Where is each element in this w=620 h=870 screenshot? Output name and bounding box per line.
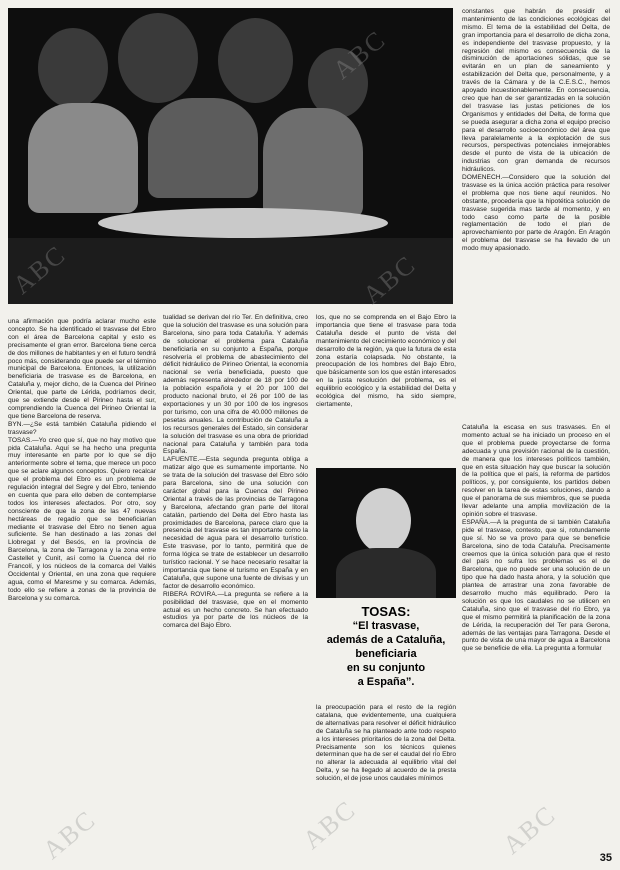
- caption-line: en su conjunto: [346, 662, 426, 674]
- watermark: ABC: [357, 249, 422, 310]
- article-column-left: una afirmación que podría aclarar mucho este concepto. Se ha identificado el trasvase del Ebro con el área de Barcelona capital y esto es precisamente el gran error. Barcelona tiene cerca de dos millones de habitantes y en el futuro tendrá poco más, considerando que puede ser el término municipal de Barcelona. Entonces, la utilización beneficiaria de trasvase es de Barcelona, en Cataluña y, mejor dicho, de la Cuenca del Pirineo Oriental, que parte de Lérida, podríamos decir, que se extiende desde el Pirineo hasta el sur, comprendiendo la Cuenca del Pirineo Oriental la que tiene Barcelona de reserva. BYN.—¿Se está también Cataluña pidiendo el trasvase? TOSAS.—Yo creo que sí, que no hay motivo que pida Cataluña. Aquí se ha hecho una pregunta muy interesante en parte por lo que se dijo anteriormente sobre el tema, que merece un poco que se aclare algunos conceptos. Quiero recalcar que el problema del Ebro es un problema de regulación integral del Segre y del Ebro, teniendo en cuenta que para ello deben de contemplarse todos los intereses afectados. Por otro, soy consciente de que la zona de las 47 nuevas hectáreas de regadío que se beneficiarían mediante el trasvase del Ebro no tienen agua suficiente. Se han destinado a las zonas del Llobregat y del Besós, en la provincia de Barcelona, la zona de Tarragona y la zona entre Castellet y Cunit, así como la Cuenca del río Francolí, y los núcleos de la comarca del Vallés Occidental y Oriental, en una zona que requiere agua, como el Maresme y su comarca. Además, todo ello se refiere a zonas de la provincia de Barcelona y su comarca.: [8, 318, 156, 602]
- article-column-middle-right-bottom: la preocupación para el resto de la región catalana, que evidentemente, una cualquiera de alternativas para resolver el déficit hidráulico de Cataluña se ha planteado ante todo respeto a los intereses prioritarios de la zona del Delta. Precisamente son los técnicos quienes determinan que ha de ser el caudal del río Ebro no alterar la adecuada al equilibrio vital del Delta, y se ha llegado al acuerdo de la presta solución, el de jose unos caudales mínimos: [316, 704, 456, 783]
- meeting-photo: [8, 8, 453, 304]
- watermark: ABC: [37, 804, 102, 865]
- portrait-photo: [316, 468, 456, 598]
- article-column-middle: tualidad se derivan del río Ter. En definitiva, creo que la solución del trasvase es una solución para Barcelona, sino para toda Cataluña. Y además de solucionar el problema para Cataluña beneficiaría en su conjunto a España, porque resolvería el problema de abastecimiento del déficit hidráulico de Pirineo Oriental, la economía nacional se vería beneficiada, puesto que además representa alrededor de 18 por 100 de la población española y el 20 por 100 del producto nacional bruto, el 26 por 100 de las exportaciones y un 30 por 100 de los ingresos por turismo, con una cifra de 40.000 millones de pesetas anuales. La contribución de Cataluña a los recursos generales del Estado, sin considerar la solución del trasvase es una obra de prioridad nacional para Cataluña y también para toda España. LAFUENTE.—Esta segunda pregunta obliga a matizar algo que es sumamente importante. No se trata de la solución del trasvase del Ebro sólo para Barcelona, sino de una solución con carácter global para la Cuenca del Pirineo Oriental a través de las provincias de Tarragona y Barcelona, afectando gran parte del litoral catalán, partiendo del Delta del Ebro hasta las proximidades de Barcelona, parece claro que la presencia del trasvase es tan importante como la necesidad de agua para el desarrollo turístico. Este trasvase, por lo tanto, permitirá que de forma lógica se trate de establecer un desarrollo turístico racional. Y se hace necesario resaltar la importancia que tiene el turismo en España y en Cataluña, que supone una fuente de divisas y un factor de desarrollo económico. RIBERA ROVIRA.—La pregunta se refiere a la posibilidad del trasvase, que en el momento actual es un hecho concreto. Se han efectuado estudios ya por parte de los núcleos de la comarca del Bajo Ebro.: [163, 314, 308, 630]
- watermark: ABC: [7, 239, 72, 300]
- page-number: 35: [599, 852, 612, 864]
- article-column-middle-right-top: los, que no se comprenda en el Bajo Ebro la importancia que tiene el trasvase para toda Cataluña desde el punto de vista del mantenimiento del crecimiento económico y del desarrollo de la región, ya que la futura de esta zona estaría colapsada. No obstante, la preocupación de los hombres del Bajo Ebro, que básicamente son los que están interesados en la justa resolución del problema, es el equilibrio ecológico y la estabilidad del Delta y ecológica del mismo, ha sido siempre, ciertamente,: [316, 314, 456, 408]
- caption-line: TOSAS:: [361, 604, 411, 619]
- watermark: ABC: [297, 794, 362, 855]
- article-column-top-right: constantes que habrán de presidir el mantenimiento de las condiciones ecológicas del mismo. El tema de la estabilidad del Delta, de gran importancia para el desarrollo de dicha zona, es independiente del trasvase propuesto, y la regresión del mismo es consecuencia de la disminución de aportaciones sólidas, que se evitarán en un plan de saneamiento y estabilización del Delta que, personalmente, y a través de la Cámara y de la C.E.S.C., hemos apoyado incuestionablemente. En consecuencia, creo que han de ser garantizadas en la solución del trasvase las justas peticiones de los Organismos y entidades del Delta, de forma que se pueda asegurar a dicha zona el equipo preciso para el desarrollo socioeconómico del área que lleva paralelamente a la explotación de sus recursos, perspectivas potenciales inmejorables desde el punto de vista de la ubicación de industrias con gran demanda de recursos hidráulicos. DOMENECH.—Considero que la solución del trasvase es la única acción práctica para resolver el problema que nos tiene aquí reunidos. No obstante, procedería que la hipotética solución de trasvase sugerida mas tarde al momento, y en todo caso como parte de la posible reglamentación de todo el plan de aprovechamiento por parte de Aragón. En Aragón el problema del trasvase se ha llevado de un modo muy apasionado.: [462, 8, 610, 253]
- article-column-right-lower: Cataluña la escasa en sus trasvases. En el momento actual se ha iniciado un proceso en el que el problema puede proyectarse de forma adecuada y una previsión racional de la cuestión, de manera que los intereses políticos también, que en esta situación hay que buscar la solución de la política que el país, la reforma de partidos políticos, y, por consiguiente, los partidos deben resolver en la tarea de estas soluciones, dando a que el panorama de sus miembros, que se pueda llevar adelante una amplia movilización de la opinión sobre el trasvase. ESPAÑA.—A la pregunta de si también Cataluña pide el trasvase, contesto, que si, rotundamente que sí. No se va provo para que se beneficie Barcelona, sino de toda Cataluña. Precisamente creemos que la única solución para que el resto del país no sufra los problemas es el de Barcelona, que no puede ser una solución de un tipo que ha dado hasta ahora, y la solución que plantea de arrastrar una zona favorable de desarrollo mucho más equilibrado. Pero la solución es que los caudales no se utilicen en Cataluña, sino que el trasvase del río Ebro, ya que el mismo permitirá la planificación de la zona de Lérida, la recuperación del Ter para Gerona, además de las ventajas para Tarragona. Desde el punto de vista de una mayor de agua a Barcelona que se beneficie de ella. La pregunta a formular: [462, 424, 610, 653]
- caption-line: a España”.: [357, 676, 415, 688]
- watermark: ABC: [497, 799, 562, 860]
- pull-quote-caption: [316, 604, 456, 700]
- watermark: ABC: [327, 24, 392, 85]
- caption-line: además de a Cataluña,: [326, 634, 446, 646]
- caption-line: “El trasvase,: [352, 620, 420, 632]
- caption-line: beneficiaria: [355, 648, 417, 660]
